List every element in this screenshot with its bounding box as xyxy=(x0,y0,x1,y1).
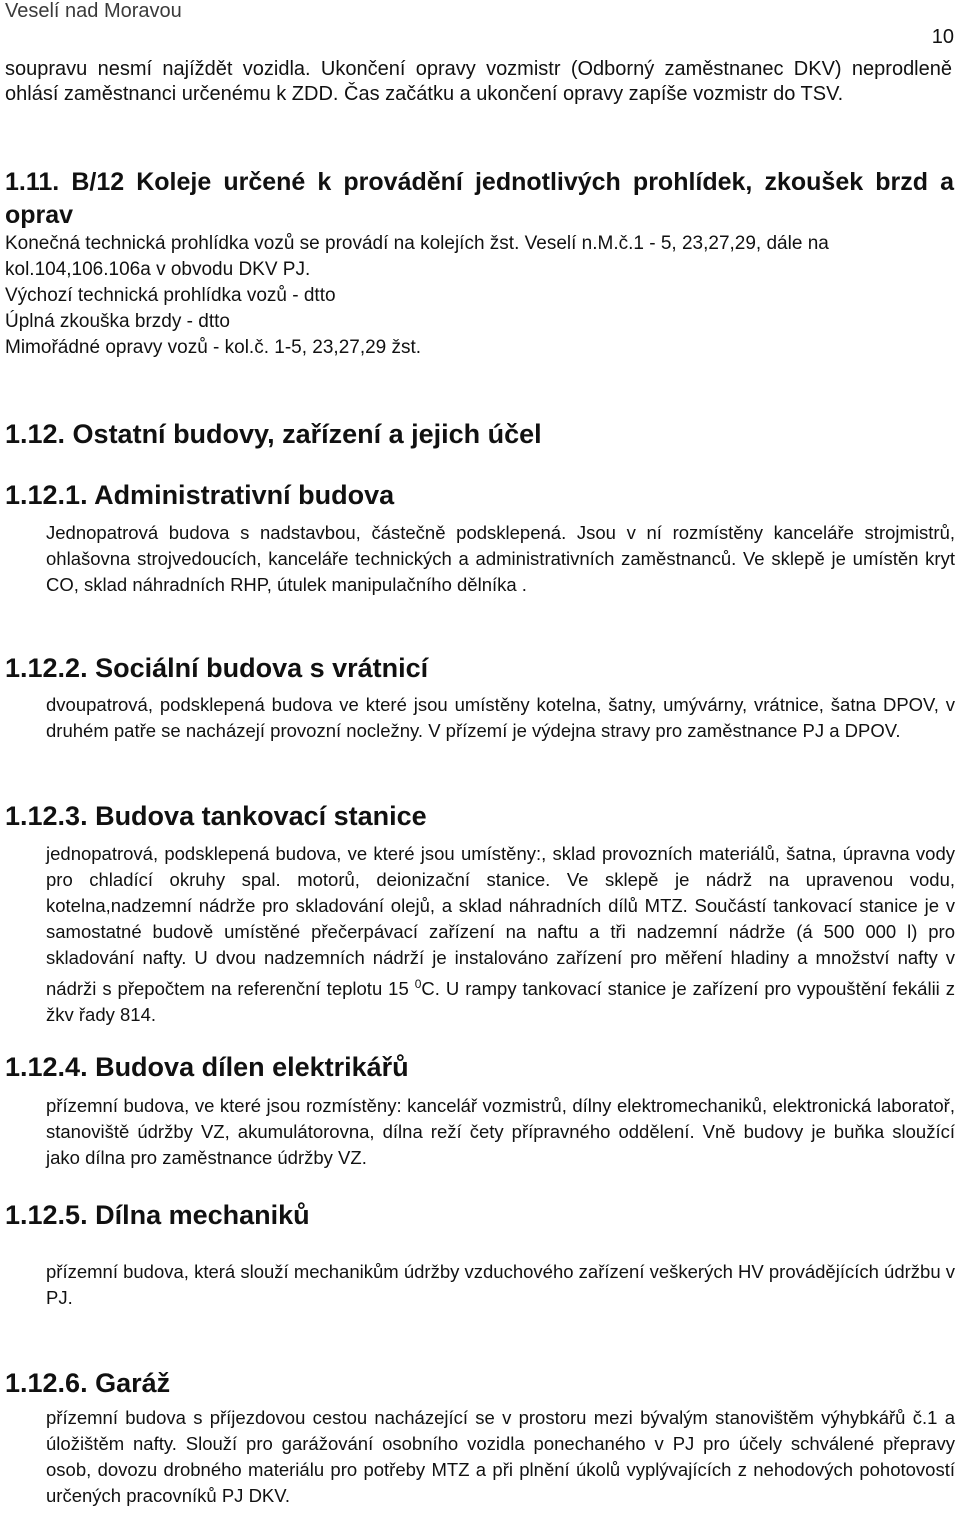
subsection-text-1-12-6: přízemní budova s příjezdovou cestou nacházející se v prostoru mezi bývalým stanovištěm výhybkářů č.1 a úložištěm nafty. Slouží pro garážování osobního vozidla ponechaného v PJ pro účely schválené přepravy osob, dovozu drobného materiálu pro potřeby MTZ a při plnění úkolů vyplývajících z nehodových pohotovostí určených pracovníků PJ DKV. xyxy=(46,1407,955,1506)
text-part: C. U rampy tankovací stanice je zařízení pro vypouštění fekálii z žkv řady 814. xyxy=(46,978,955,1025)
text-part: jednopatrová, podsklepená budova, ve které jsou umístěny:, sklad provozních materiálů, šatna, úpravna vody pro chladící okruhy spal. motorů, deionizační stanice. Ve sklepě je nádrž na upravenou vodu, kotelna,nadzemní nádrže pro skladování olejů, a sklad náhradních dílů MTZ. Součástí tankovací stanice je v samostatné budově umístěné přečerpávací zařízení na naftu a tři nadzemní nádrže (á 500 000 l) pro skladování nafty. U dvou nadzemních nádrží je instalováno zařízení pro měření hladiny a množství nafty v nádrži s přepočtem na referenční teplotu 15 xyxy=(46,843,955,999)
subsection-heading-1-12-5: 1.12.5. Dílna mechaniků xyxy=(5,1200,310,1230)
intro-paragraph: soupravu nesmí najíždět vozidla. Ukončení opravy vozmistr (Odborný zaměstnanec DKV) neprodleně ohlásí zaměstnanci určenému k ZDD. Čas začátku a ukončení opravy zapíše vozmistr do TSV. xyxy=(5,58,952,105)
subsection-heading-1-12-3: 1.12.3. Budova tankovací stanice xyxy=(5,801,427,831)
text-line: Výchozí technická prohlídka vozů - dtto xyxy=(5,285,336,306)
page-number: 10 xyxy=(931,26,954,48)
subsection-text-1-12-5: přízemní budova, která slouží mechanikům údržby vzduchového zařízení veškerých HV provádějících údržbu v PJ. xyxy=(46,1261,955,1308)
text-line: kol.104,106.106a v obvodu DKV PJ. xyxy=(5,259,311,280)
section-heading-1-12: 1.12. Ostatní budovy, zařízení a jejich účel xyxy=(5,419,542,449)
text-line: Úplná zkouška brzdy - dtto xyxy=(5,311,230,332)
subsection-text-1-12-1: Jednopatrová budova s nadstavbou, částečně podsklepená. Jsou v ní rozmístěny kanceláře strojmistrů, ohlašovna strojvedoucích, kanceláře technických a administrativních zaměstnanců. Ve sklepě je umístěn kryt CO, sklad náhradních RHP, útulek manipulačního dělníka . xyxy=(46,522,955,595)
subsection-heading-1-12-4: 1.12.4. Budova dílen elektrikářů xyxy=(5,1052,409,1082)
section-1-11-lines xyxy=(5,231,954,361)
degree-superscript: 0 xyxy=(414,977,422,991)
subsection-heading-1-12-1: 1.12.1. Administrativní budova xyxy=(5,480,395,510)
text-line: Mimořádné opravy vozů - kol.č. 1-5, 23,27,29 žst. xyxy=(5,337,422,358)
running-header: Veselí nad Moravou xyxy=(5,0,182,22)
subsection-text-1-12-4: přízemní budova, ve které jsou rozmístěny: kancelář vozmistrů, dílny elektromechaniků, elektronická laboratoř, stanoviště údržby VZ, akumulátorovna, dílna reží čety přípravného oddělení. Vně budovy je buňka sloužící jako dílna pro zaměstnance údržby VZ. xyxy=(46,1095,955,1168)
section-heading-1-11: 1.11. B/12 Koleje určené k provádění jednotlivých prohlídek, zkoušek brzd a oprav xyxy=(5,168,954,229)
subsection-heading-1-12-6: 1.12.6. Garáž xyxy=(5,1368,171,1398)
subsection-text-1-12-3 xyxy=(46,841,955,1028)
text-line: Konečná technická prohlídka vozů se provádí na kolejích žst. Veselí n.M.č.1 - 5, 23,27,29, dále na xyxy=(5,233,829,254)
subsection-heading-1-12-2: 1.12.2. Sociální budova s vrátnicí xyxy=(5,653,429,683)
subsection-text-1-12-2: dvoupatrová, podsklepená budova ve které jsou umístěny kotelna, šatny, umývárny, vrátnice, šatna DPOV, v druhém patře se nacházejí provozní nocležny. V přízemí je výdejna stravy pro zaměstnance PJ a DPOV. xyxy=(46,694,955,741)
